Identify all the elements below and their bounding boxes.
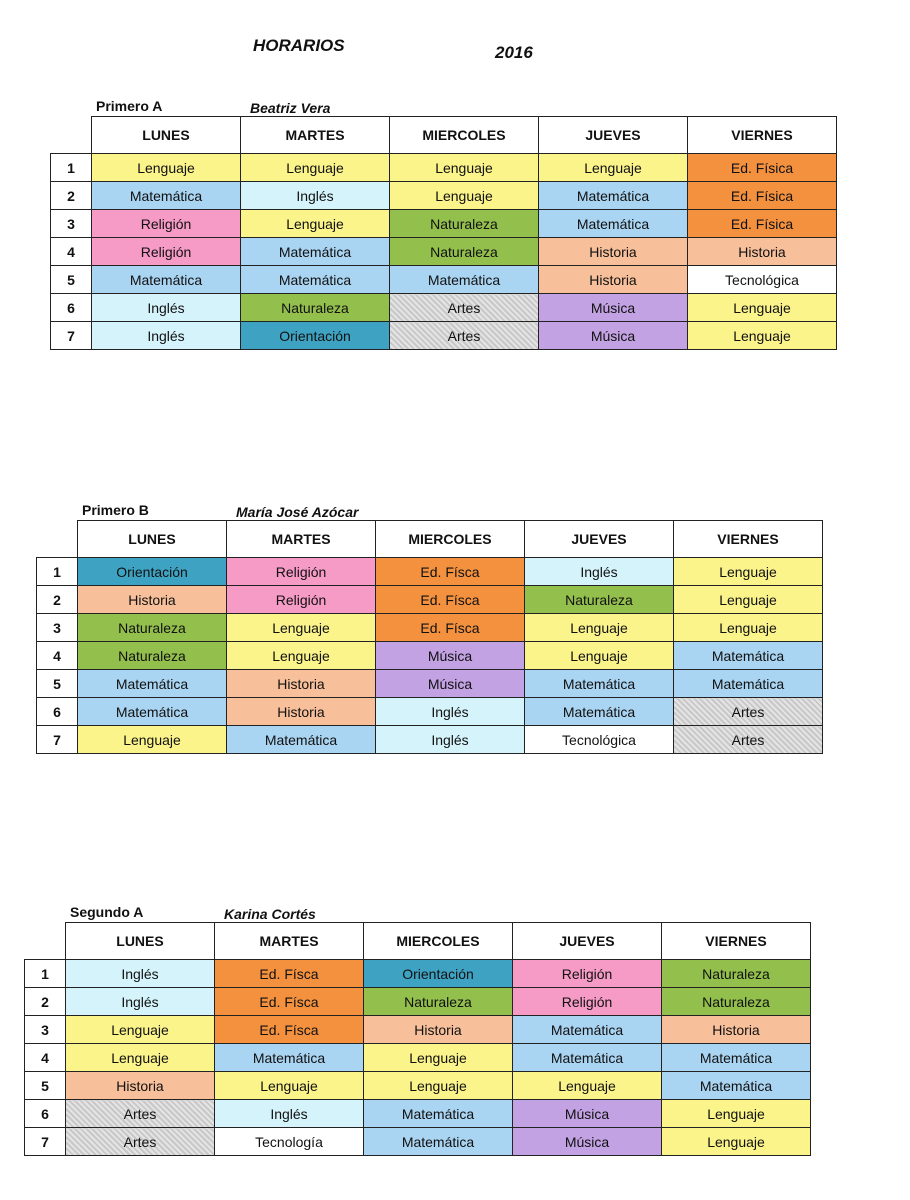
subject-cell: Ed. Físca xyxy=(376,614,525,642)
subject-cell: Ed. Físca xyxy=(376,558,525,586)
subject-cell: Ed. Física xyxy=(688,210,837,238)
period-number: 4 xyxy=(25,1044,66,1072)
subject-cell: Artes xyxy=(390,322,539,350)
subject-cell: Orientación xyxy=(364,960,513,988)
subject-cell: Historia xyxy=(539,266,688,294)
subject-cell: Matemática xyxy=(241,266,390,294)
subject-cell: Tecnología xyxy=(215,1128,364,1156)
subject-cell: Inglés xyxy=(92,294,241,322)
document-title: HORARIOS xyxy=(253,36,345,55)
period-number: 5 xyxy=(25,1072,66,1100)
period-row xyxy=(25,1016,811,1044)
subject-cell: Religión xyxy=(92,210,241,238)
subject-cell: Matemática xyxy=(241,238,390,266)
subject-cell: Matemática xyxy=(227,726,376,754)
day-header: VIERNES xyxy=(688,117,837,154)
day-header: MARTES xyxy=(227,521,376,558)
period-number: 6 xyxy=(25,1100,66,1128)
schedule-primero-a xyxy=(50,96,840,350)
schedule-header xyxy=(50,96,840,116)
schedule-header xyxy=(24,902,814,922)
day-header: LUNES xyxy=(92,117,241,154)
subject-cell: Inglés xyxy=(376,698,525,726)
period-row xyxy=(51,182,837,210)
day-header: LUNES xyxy=(78,521,227,558)
period-number: 3 xyxy=(51,210,92,238)
subject-cell: Lenguaje xyxy=(66,1044,215,1072)
subject-cell: Matemática xyxy=(364,1100,513,1128)
subject-cell: Inglés xyxy=(215,1100,364,1128)
period-number: 5 xyxy=(51,266,92,294)
schedule-table xyxy=(36,520,823,754)
subject-cell: Inglés xyxy=(66,960,215,988)
day-header: JUEVES xyxy=(525,521,674,558)
subject-cell: Religión xyxy=(92,238,241,266)
subject-cell: Lenguaje xyxy=(674,558,823,586)
subject-cell: Lenguaje xyxy=(227,614,376,642)
subject-cell: Matemática xyxy=(513,1044,662,1072)
period-row xyxy=(51,266,837,294)
subject-cell: Ed. Físca xyxy=(215,1016,364,1044)
subject-cell: Historia xyxy=(688,238,837,266)
subject-cell: Artes xyxy=(66,1128,215,1156)
schedule-table xyxy=(50,116,837,350)
subject-cell: Matemática xyxy=(78,698,227,726)
subject-cell: Lenguaje xyxy=(241,210,390,238)
subject-cell: Matemática xyxy=(92,266,241,294)
subject-cell: Religión xyxy=(227,586,376,614)
subject-cell: Música xyxy=(376,642,525,670)
subject-cell: Lenguaje xyxy=(674,586,823,614)
period-row xyxy=(37,642,823,670)
day-header: VIERNES xyxy=(662,923,811,960)
subject-cell: Lenguaje xyxy=(539,154,688,182)
subject-cell: Matemática xyxy=(539,210,688,238)
period-row xyxy=(37,670,823,698)
period-number: 3 xyxy=(25,1016,66,1044)
subject-cell: Música xyxy=(376,670,525,698)
subject-cell: Inglés xyxy=(92,322,241,350)
subject-cell: Matemática xyxy=(215,1044,364,1072)
subject-cell: Lenguaje xyxy=(525,614,674,642)
period-number: 1 xyxy=(37,558,78,586)
subject-cell: Artes xyxy=(66,1100,215,1128)
day-header: MARTES xyxy=(215,923,364,960)
period-row xyxy=(37,726,823,754)
subject-cell: Inglés xyxy=(241,182,390,210)
subject-cell: Historia xyxy=(662,1016,811,1044)
subject-cell: Naturaleza xyxy=(241,294,390,322)
day-header-row xyxy=(25,923,811,960)
subject-cell: Lenguaje xyxy=(674,614,823,642)
period-row xyxy=(25,1100,811,1128)
subject-cell: Lenguaje xyxy=(513,1072,662,1100)
subject-cell: Lenguaje xyxy=(525,642,674,670)
subject-cell: Música xyxy=(513,1128,662,1156)
subject-cell: Matemática xyxy=(513,1016,662,1044)
subject-cell: Matemática xyxy=(662,1072,811,1100)
subject-cell: Lenguaje xyxy=(66,1016,215,1044)
schedule-header xyxy=(36,500,826,520)
course-name: Primero A xyxy=(96,98,163,114)
subject-cell: Artes xyxy=(674,698,823,726)
day-header: MARTES xyxy=(241,117,390,154)
subject-cell: Historia xyxy=(66,1072,215,1100)
subject-cell: Naturaleza xyxy=(662,988,811,1016)
course-name: Segundo A xyxy=(70,904,144,920)
subject-cell: Ed. Física xyxy=(688,154,837,182)
subject-cell: Música xyxy=(513,1100,662,1128)
period-row xyxy=(25,988,811,1016)
period-number: 2 xyxy=(37,586,78,614)
period-number: 7 xyxy=(37,726,78,754)
subject-cell: Matemática xyxy=(364,1128,513,1156)
subject-cell: Lenguaje xyxy=(92,154,241,182)
day-header: JUEVES xyxy=(513,923,662,960)
subject-cell: Lenguaje xyxy=(215,1072,364,1100)
subject-cell: Tecnológica xyxy=(525,726,674,754)
period-row xyxy=(25,1128,811,1156)
period-row xyxy=(51,294,837,322)
day-header: LUNES xyxy=(66,923,215,960)
period-number: 1 xyxy=(25,960,66,988)
subject-cell: Lenguaje xyxy=(227,642,376,670)
subject-cell: Naturaleza xyxy=(364,988,513,1016)
subject-cell: Historia xyxy=(227,670,376,698)
day-header-row xyxy=(37,521,823,558)
subject-cell: Orientación xyxy=(78,558,227,586)
period-number: 2 xyxy=(25,988,66,1016)
subject-cell: Matemática xyxy=(674,642,823,670)
period-number: 1 xyxy=(51,154,92,182)
corner-cell xyxy=(51,117,92,154)
subject-cell: Lenguaje xyxy=(78,726,227,754)
subject-cell: Matemática xyxy=(539,182,688,210)
period-row xyxy=(37,698,823,726)
period-row xyxy=(37,614,823,642)
subject-cell: Inglés xyxy=(66,988,215,1016)
subject-cell: Artes xyxy=(674,726,823,754)
period-row xyxy=(25,960,811,988)
subject-cell: Música xyxy=(539,322,688,350)
day-header-row xyxy=(51,117,837,154)
subject-cell: Lenguaje xyxy=(688,322,837,350)
subject-cell: Historia xyxy=(227,698,376,726)
subject-cell: Matemática xyxy=(674,670,823,698)
period-number: 7 xyxy=(25,1128,66,1156)
subject-cell: Naturaleza xyxy=(390,210,539,238)
subject-cell: Orientación xyxy=(241,322,390,350)
subject-cell: Historia xyxy=(364,1016,513,1044)
subject-cell: Historia xyxy=(539,238,688,266)
subject-cell: Ed. Física xyxy=(688,182,837,210)
subject-cell: Naturaleza xyxy=(78,614,227,642)
period-number: 4 xyxy=(51,238,92,266)
day-header: JUEVES xyxy=(539,117,688,154)
period-number: 3 xyxy=(37,614,78,642)
period-number: 5 xyxy=(37,670,78,698)
subject-cell: Inglés xyxy=(376,726,525,754)
subject-cell: Inglés xyxy=(525,558,674,586)
day-header: MIERCOLES xyxy=(390,117,539,154)
day-header: MIERCOLES xyxy=(376,521,525,558)
corner-cell xyxy=(37,521,78,558)
period-number: 7 xyxy=(51,322,92,350)
period-row xyxy=(37,586,823,614)
period-row xyxy=(25,1072,811,1100)
subject-cell: Matemática xyxy=(92,182,241,210)
teacher-name: Beatriz Vera xyxy=(250,100,331,116)
subject-cell: Lenguaje xyxy=(662,1100,811,1128)
schedule-segundo-a xyxy=(24,902,814,1156)
subject-cell: Matemática xyxy=(78,670,227,698)
teacher-name: Karina Cortés xyxy=(224,906,316,922)
subject-cell: Matemática xyxy=(525,698,674,726)
subject-cell: Lenguaje xyxy=(364,1072,513,1100)
subject-cell: Lenguaje xyxy=(241,154,390,182)
subject-cell: Lenguaje xyxy=(662,1128,811,1156)
period-number: 2 xyxy=(51,182,92,210)
schedule-table xyxy=(24,922,811,1156)
subject-cell: Lenguaje xyxy=(390,154,539,182)
subject-cell: Naturaleza xyxy=(525,586,674,614)
day-header: VIERNES xyxy=(674,521,823,558)
subject-cell: Ed. Físca xyxy=(376,586,525,614)
subject-cell: Lenguaje xyxy=(364,1044,513,1072)
subject-cell: Religión xyxy=(513,960,662,988)
subject-cell: Naturaleza xyxy=(662,960,811,988)
period-number: 6 xyxy=(51,294,92,322)
subject-cell: Lenguaje xyxy=(688,294,837,322)
subject-cell: Naturaleza xyxy=(390,238,539,266)
course-name: Primero B xyxy=(82,502,149,518)
subject-cell: Religión xyxy=(513,988,662,1016)
period-number: 4 xyxy=(37,642,78,670)
subject-cell: Historia xyxy=(78,586,227,614)
subject-cell: Matemática xyxy=(390,266,539,294)
corner-cell xyxy=(25,923,66,960)
document-year: 2016 xyxy=(495,43,533,62)
subject-cell: Matemática xyxy=(525,670,674,698)
subject-cell: Ed. Físca xyxy=(215,960,364,988)
subject-cell: Naturaleza xyxy=(78,642,227,670)
day-header: MIERCOLES xyxy=(364,923,513,960)
subject-cell: Lenguaje xyxy=(390,182,539,210)
subject-cell: Tecnológica xyxy=(688,266,837,294)
teacher-name: María José Azócar xyxy=(236,504,359,520)
subject-cell: Religión xyxy=(227,558,376,586)
period-row xyxy=(51,210,837,238)
period-row xyxy=(51,154,837,182)
subject-cell: Artes xyxy=(390,294,539,322)
period-row xyxy=(51,322,837,350)
period-row xyxy=(51,238,837,266)
period-row xyxy=(37,558,823,586)
subject-cell: Ed. Físca xyxy=(215,988,364,1016)
period-number: 6 xyxy=(37,698,78,726)
subject-cell: Matemática xyxy=(662,1044,811,1072)
subject-cell: Música xyxy=(539,294,688,322)
period-row xyxy=(25,1044,811,1072)
schedule-primero-b xyxy=(36,500,826,754)
